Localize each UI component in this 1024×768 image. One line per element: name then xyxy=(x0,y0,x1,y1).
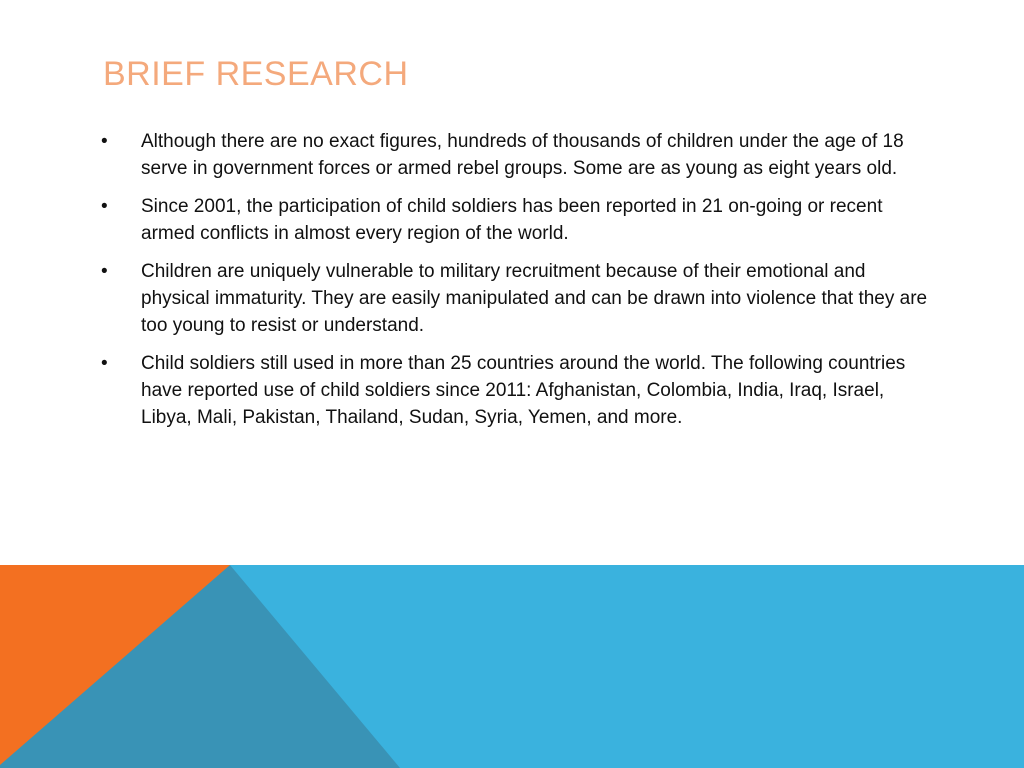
bullet-item xyxy=(101,350,931,431)
bullet-text: Child soldiers still used in more than 25 countries around the world. The following countries have reported use of child soldiers since 2011: Afghanistan, Colombia, India, Iraq, Israel, Libya, Mali, Pakistan, Thailand, Sudan, Syria, Yemen, and more. xyxy=(141,353,906,428)
bullet-list xyxy=(101,128,931,442)
decorative-color-band xyxy=(0,565,1024,768)
bullet-marker: • xyxy=(101,261,108,282)
bullet-marker: • xyxy=(101,353,108,374)
bullet-text: Children are uniquely vulnerable to military recruitment because of their emotional and physical immaturity. They are easily manipulated and can be drawn into violence that they are too young to resist or understand. xyxy=(141,261,928,336)
bullet-item xyxy=(101,128,931,182)
bullet-text: Although there are no exact figures, hundreds of thousands of children under the age of 18 serve in government forces or armed rebel groups. Some are as young as eight years old. xyxy=(141,131,904,179)
slide-title: BRIEF RESEARCH xyxy=(103,55,409,93)
bullet-item xyxy=(101,258,931,339)
bullet-marker: • xyxy=(101,131,108,152)
bullet-text: Since 2001, the participation of child soldiers has been reported in 21 on-going or recent armed conflicts in almost every region of the world. xyxy=(141,196,883,244)
bullet-item xyxy=(101,193,931,247)
bullet-marker: • xyxy=(101,196,108,217)
